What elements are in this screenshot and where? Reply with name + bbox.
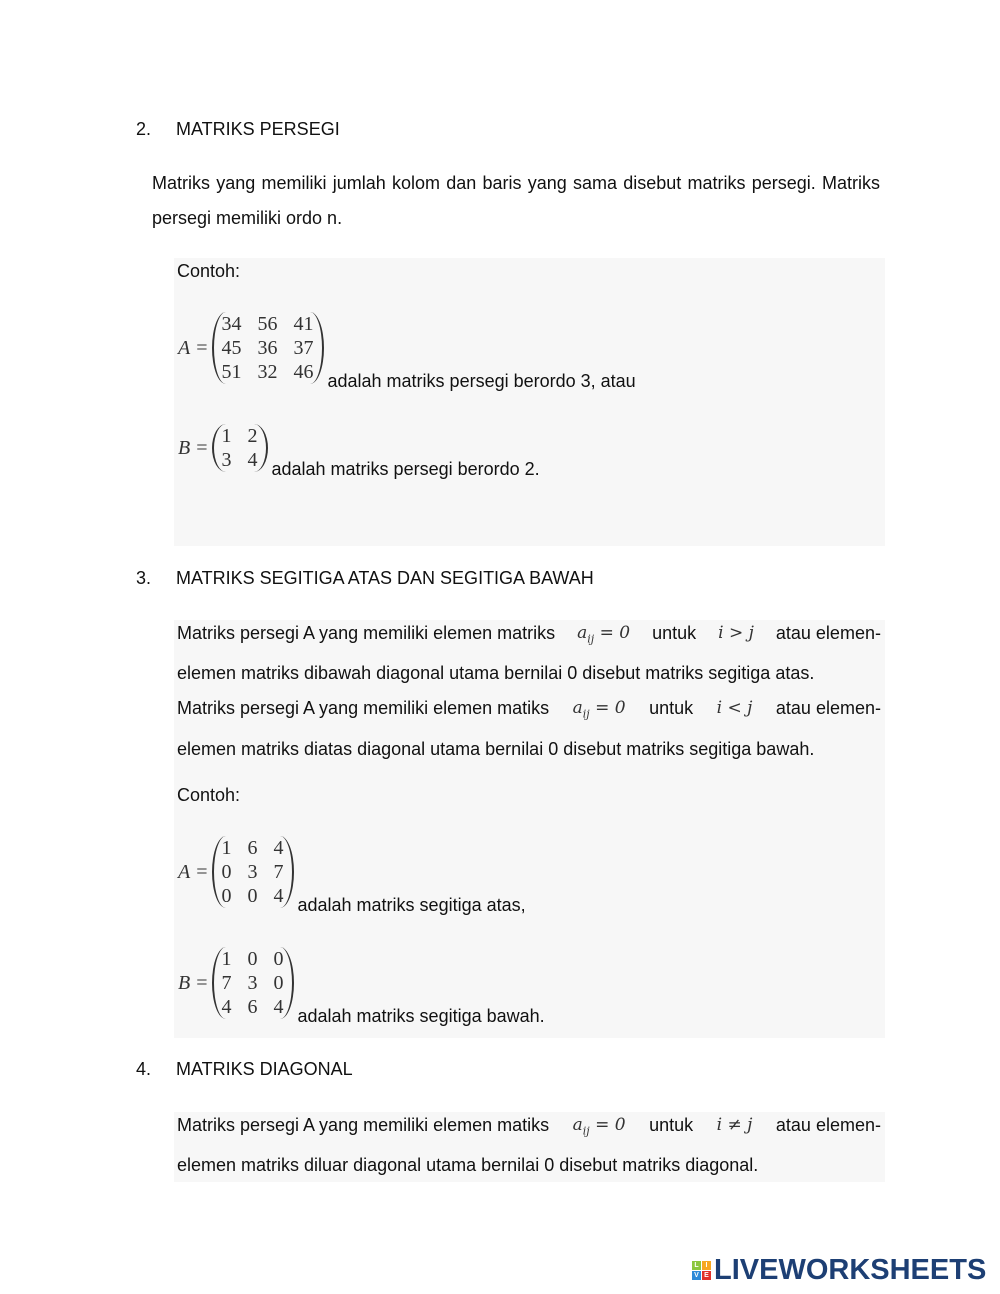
- matrix-description: adalah matriks segitiga atas,: [297, 895, 526, 915]
- matrix-name: A: [178, 860, 191, 883]
- matrix-example: [178, 836, 526, 915]
- matrix-cell: 7: [273, 861, 284, 883]
- matrix-cell: 3: [221, 449, 232, 471]
- text: elemen matriks diatas diagonal utama bernilai 0 disebut matriks segitiga bawah.: [177, 738, 815, 759]
- matrix-cell: 4: [273, 885, 284, 907]
- matrix-name: B: [178, 971, 191, 994]
- section-title: MATRIKS PERSEGI: [176, 119, 340, 139]
- definition-box: [174, 1112, 885, 1182]
- matrix-cell: 56: [257, 313, 278, 335]
- matrix-cell: 3: [247, 972, 258, 994]
- matrix-body: [212, 424, 268, 472]
- equals-sign: =: [196, 860, 208, 883]
- matrix-cell: 1: [221, 837, 232, 859]
- matrix-description: adalah matriks persegi berordo 3, atau: [327, 371, 636, 391]
- section-number: 3.: [136, 568, 152, 588]
- matrix-cell: 4: [273, 837, 284, 859]
- matrix-cell: 36: [257, 337, 278, 359]
- text: Matriks persegi A yang memiliki elemen matiks: [177, 698, 550, 719]
- matrix-example: [178, 947, 545, 1026]
- logo-cubes-icon: [692, 1261, 711, 1280]
- section-number: 2.: [136, 119, 152, 139]
- example-label: Contoh:: [177, 785, 241, 805]
- math-aij-eq-0: $a_{ij} = 0$: [572, 698, 626, 721]
- equals-sign: =: [196, 336, 208, 359]
- matrix-cell: 0: [247, 948, 258, 970]
- example-box: [174, 620, 885, 1038]
- logo-cube: L: [692, 1261, 701, 1270]
- matrix-cell: 51: [221, 361, 242, 383]
- text: elemen matriks diluar diagonal utama bernilai 0 disebut matriks diagonal.: [177, 1155, 759, 1176]
- section-number: 4.: [136, 1059, 152, 1079]
- math-condition: i > j: [718, 623, 754, 643]
- matrix-cell: 0: [221, 885, 232, 907]
- logo-text: LIVEWORKSHEETS: [714, 1254, 987, 1286]
- matrix-cell: 4: [273, 996, 284, 1018]
- matrix-name: B: [178, 436, 191, 459]
- logo-cube: E: [702, 1271, 711, 1280]
- matrix-cell: 1: [221, 948, 232, 970]
- section-paragraph: [177, 1108, 881, 1183]
- matrix-cell: 34: [221, 313, 242, 335]
- equals-sign: =: [196, 971, 208, 994]
- math-condition: i ≠ j: [716, 1115, 753, 1135]
- matrix-cell: 0: [273, 948, 284, 970]
- section-title: MATRIKS SEGITIGA ATAS DAN SEGITIGA BAWAH: [176, 568, 594, 588]
- matrix-cell: 32: [257, 361, 278, 383]
- matrix-cell: 0: [221, 861, 232, 883]
- equals-sign: =: [196, 436, 208, 459]
- matrix-cell: 45: [221, 337, 242, 359]
- matrix-cell: 1: [221, 425, 232, 447]
- matrix-cell: 4: [221, 996, 232, 1018]
- matrix-example: [178, 424, 540, 479]
- matrix-cell: 0: [273, 972, 284, 994]
- section-paragraph: Matriks yang memiliki jumlah kolom dan baris yang sama disebut matriks persegi. Matriks persegi memiliki ordo n.: [152, 173, 880, 228]
- matrix-cell: 37: [293, 337, 314, 359]
- example-label: Contoh:: [177, 261, 241, 281]
- matrix-body: [212, 836, 294, 908]
- text: untuk: [652, 623, 697, 643]
- text: elemen matriks dibawah diagonal utama bernilai 0 disebut matriks segitiga atas.: [177, 663, 815, 684]
- matrix-name: A: [178, 336, 191, 359]
- math-condition: i < j: [716, 698, 753, 719]
- section-paragraph: [177, 616, 881, 767]
- matrix-cell: 46: [293, 361, 314, 383]
- matrix-body: [212, 947, 294, 1019]
- math-aij-eq-0: $a_{ij} = 0$: [572, 1115, 626, 1138]
- matrix-description: adalah matriks segitiga bawah.: [297, 1006, 545, 1026]
- text: untuk: [649, 698, 694, 719]
- text: Matriks persegi A yang memiliki elemen matiks: [177, 1115, 550, 1135]
- matrix-cell: 2: [247, 425, 258, 447]
- text: Matriks persegi A yang memiliki elemen matriks: [177, 623, 556, 643]
- matrix-cell: 6: [247, 837, 258, 859]
- matrix-cell: 4: [247, 449, 258, 471]
- matrix-cell: 7: [221, 972, 232, 994]
- math-aij-eq-0: $a_{ij} = 0$: [577, 623, 631, 646]
- logo-cube: I: [702, 1261, 711, 1270]
- matrix-body: [212, 312, 324, 384]
- example-box: [174, 258, 885, 546]
- matrix-description: adalah matriks persegi berordo 2.: [271, 459, 540, 479]
- text: atau elemen-: [775, 698, 881, 719]
- logo-cube: V: [692, 1271, 701, 1280]
- text: atau elemen-: [775, 1115, 881, 1135]
- matrix-cell: 6: [247, 996, 258, 1018]
- matrix-cell: 41: [293, 313, 314, 335]
- liveworksheets-logo: [692, 1254, 986, 1287]
- text: untuk: [649, 1115, 694, 1135]
- text: atau elemen-: [775, 623, 881, 643]
- matrix-cell: 3: [247, 861, 258, 883]
- section-title: MATRIKS DIAGONAL: [176, 1059, 353, 1079]
- matrix-cell: 0: [247, 885, 258, 907]
- matrix-example: [178, 312, 636, 391]
